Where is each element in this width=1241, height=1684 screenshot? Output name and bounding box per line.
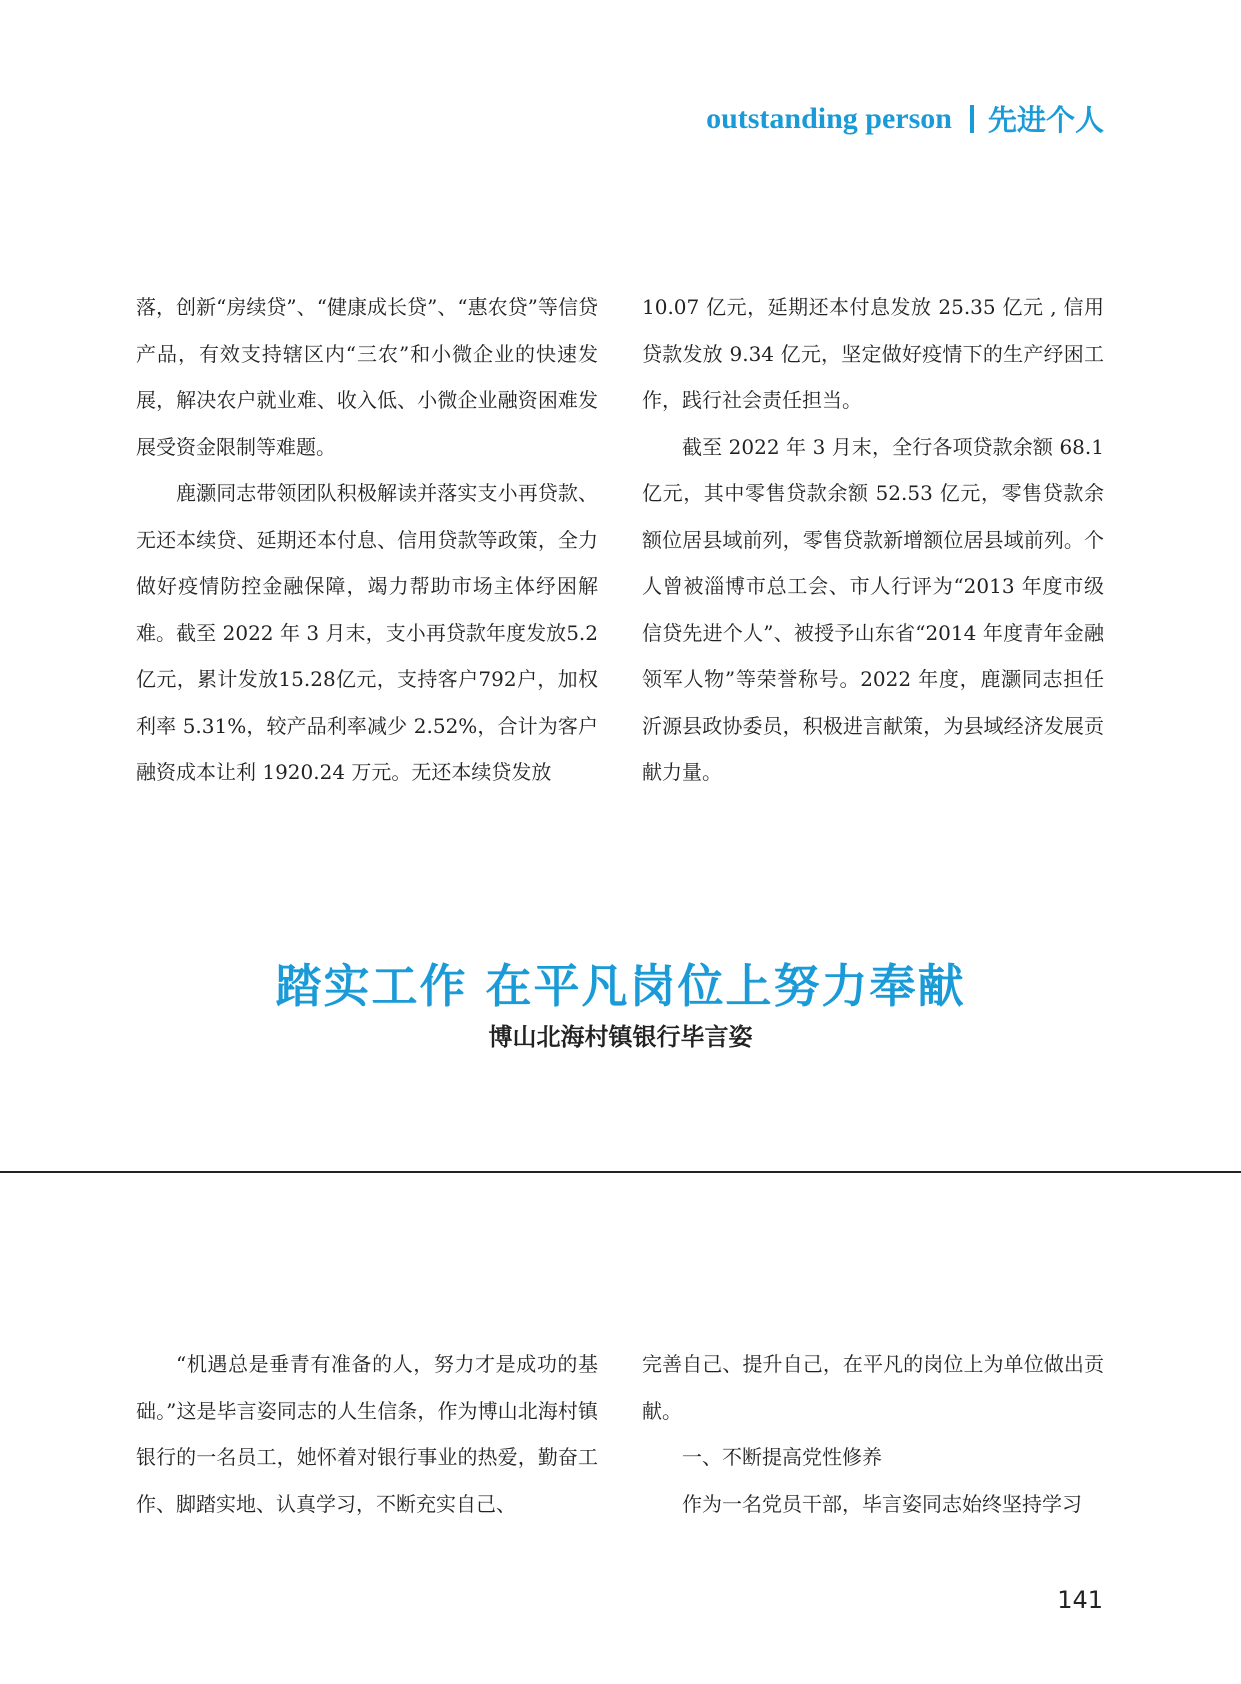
article-title: 踏实工作 在平凡岗位上努力奉献 <box>275 959 966 1013</box>
page-number: 141 <box>1057 1586 1103 1614</box>
paragraph: 截至 2022 年 3 月末，全行各项贷款余额 68.1 亿元，其中零售贷款余额 52.53 亿元，零售贷款余额位居县域前列，零售贷款新增额位居县域前列。个人曾被淄博市总工会、市人行评为“2013 年度市级信贷先进个人”、被授予山东省“2014 年度青年金融领军人物”等荣誉称号。2022 年度，鹿灏同志担任沂源县政协委员，积极进言献策，为县域经济发展贡献力量。 <box>642 434 1104 784</box>
paragraph: 落，创新“房续贷”、“健康成长贷”、“惠农贷”等信贷产品，有效支持辖区内“三农”和小微企业的快速发展，解决农户就业难、收入低、小微企业融资困难发展受资金限制等难题。 <box>136 295 598 459</box>
header-english: outstanding person <box>706 101 952 135</box>
article1-column-right <box>642 284 1104 796</box>
paragraph: 完善自己、提升自己，在平凡的岗位上为单位做出贡献。 <box>642 1352 1104 1423</box>
paragraph: “机遇总是垂青有准备的人，努力才是成功的基础。”这是毕言姿同志的人生信条，作为博山北海村镇银行的一名员工，她怀着对银行事业的热爱，勤奋工作、脚踏实地、认真学习，不断充实自己、 <box>136 1352 598 1516</box>
article-subtitle: 博山北海村镇银行毕言姿 <box>488 1023 753 1051</box>
header-chinese: 先进个人 <box>987 103 1104 137</box>
section-heading: 一、不断提高党性修养 <box>682 1445 882 1469</box>
article2-column-right <box>642 1341 1104 1527</box>
paragraph: 作为一名党员干部，毕言姿同志始终坚持学习 <box>682 1491 1082 1516</box>
paragraph: 10.07 亿元，延期还本付息发放 25.35 亿元 , 信用贷款发放 9.34 亿元，坚定做好疫情下的生产纾困工作，践行社会责任担当。 <box>642 295 1104 412</box>
paragraph: 鹿灏同志带领团队积极解读并落实支小再贷款、无还本续贷、延期还本付息、信用贷款等政策，全力做好疫情防控金融保障，竭力帮助市场主体纾困解难。截至 2022 年 3 月末，支小再贷款年度发放5.2亿元，累计发放15.28亿元，支持客户792户，加权利率 5.31%，较产品利率减少 2.52%，合计为客户融资成本让利 1920.24 万元。无还本续贷发放 <box>136 481 598 784</box>
article2-column-left <box>136 1341 598 1527</box>
header-divider <box>970 105 974 133</box>
horizontal-divider <box>0 1171 1241 1173</box>
section-header <box>706 98 1104 139</box>
article1-column-left <box>136 284 598 796</box>
